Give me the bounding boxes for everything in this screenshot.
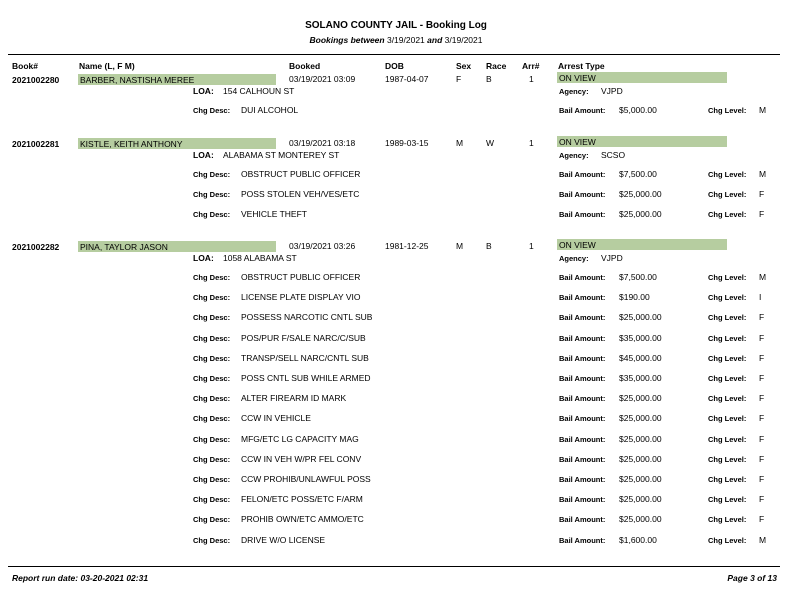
bail-amount-label: Bail Amount:: [559, 334, 606, 343]
bail-amount-label: Bail Amount:: [559, 495, 606, 504]
col-header-dob: DOB: [385, 61, 404, 71]
bail-amount-value: $5,000.00: [619, 105, 657, 115]
chg-desc-value: CCW PROHIB/UNLAWFUL POSS: [241, 474, 371, 484]
chg-level-value: F: [759, 209, 765, 219]
dob: 1987-04-07: [385, 74, 429, 84]
bail-amount-value: $25,000.00: [619, 209, 662, 219]
chg-level-value: F: [759, 353, 765, 363]
bail-amount-value: $25,000.00: [619, 454, 662, 464]
bail-amount-label: Bail Amount:: [559, 170, 606, 179]
bail-amount-label: Bail Amount:: [559, 455, 606, 464]
bail-amount-label: Bail Amount:: [559, 435, 606, 444]
bail-amount-value: $7,500.00: [619, 169, 657, 179]
date-to: 3/19/2021: [444, 35, 483, 45]
inmate-name: BARBER, NASTISHA MEREE: [80, 75, 195, 85]
chg-level-label: Chg Level:: [708, 495, 747, 504]
chg-level-value: M: [759, 105, 767, 115]
agency-label: Agency:: [559, 151, 589, 160]
bail-amount-value: $45,000.00: [619, 353, 662, 363]
sex: F: [456, 74, 462, 84]
arrest-type: ON VIEW: [559, 137, 596, 147]
chg-level-label: Chg Level:: [708, 374, 747, 383]
chg-desc-label: Chg Desc:: [193, 293, 231, 302]
chg-level-label: Chg Level:: [708, 293, 747, 302]
booking-number: 2021002282: [12, 242, 60, 252]
chg-level-value: I: [759, 292, 762, 302]
chg-desc-label: Chg Desc:: [193, 455, 231, 464]
bail-amount-value: $25,000.00: [619, 434, 662, 444]
bail-amount-value: $35,000.00: [619, 373, 662, 383]
subtitle-and: and: [427, 35, 443, 45]
bail-amount-value: $25,000.00: [619, 393, 662, 403]
booked-datetime: 03/19/2021 03:09: [289, 74, 356, 84]
subtitle-prefix: Bookings between: [309, 35, 385, 45]
arrest-number: 1: [529, 138, 534, 148]
chg-desc-value: LICENSE PLATE DISPLAY VIO: [241, 292, 361, 302]
chg-desc-value: VEHICLE THEFT: [241, 209, 307, 219]
page-number: Page 3 of 13: [727, 573, 777, 583]
chg-desc-label: Chg Desc:: [193, 414, 231, 423]
bail-amount-label: Bail Amount:: [559, 106, 606, 115]
bail-amount-value: $35,000.00: [619, 333, 662, 343]
bail-amount-value: $25,000.00: [619, 494, 662, 504]
chg-level-label: Chg Level:: [708, 313, 747, 322]
chg-level-label: Chg Level:: [708, 106, 747, 115]
bail-amount-value: $25,000.00: [619, 474, 662, 484]
arrest-number: 1: [529, 241, 534, 251]
chg-level-value: F: [759, 494, 765, 504]
chg-desc-label: Chg Desc:: [193, 475, 231, 484]
loa-label: LOA:: [193, 150, 214, 160]
race: W: [486, 138, 495, 148]
bail-amount-label: Bail Amount:: [559, 273, 606, 282]
col-header-arr: Arr#: [522, 61, 540, 71]
chg-desc-label: Chg Desc:: [193, 273, 231, 282]
agency-label: Agency:: [559, 254, 589, 263]
chg-desc-value: OBSTRUCT PUBLIC OFFICER: [241, 169, 361, 179]
arrest-type: ON VIEW: [559, 73, 596, 83]
chg-desc-label: Chg Desc:: [193, 374, 231, 383]
chg-desc-label: Chg Desc:: [193, 435, 231, 444]
col-header-book: Book#: [12, 61, 38, 71]
chg-level-label: Chg Level:: [708, 536, 747, 545]
race: B: [486, 241, 492, 251]
chg-desc-value: POSS CNTL SUB WHILE ARMED: [241, 373, 371, 383]
chg-level-value: F: [759, 312, 765, 322]
chg-desc-label: Chg Desc:: [193, 170, 231, 179]
chg-level-label: Chg Level:: [708, 190, 747, 199]
bail-amount-value: $190.00: [619, 292, 650, 302]
chg-level-value: M: [759, 272, 767, 282]
loa-value: 1058 ALABAMA ST: [223, 253, 297, 263]
chg-desc-label: Chg Desc:: [193, 394, 231, 403]
chg-desc-label: Chg Desc:: [193, 536, 231, 545]
chg-level-value: F: [759, 189, 765, 199]
booked-datetime: 03/19/2021 03:26: [289, 241, 356, 251]
chg-level-label: Chg Level:: [708, 515, 747, 524]
report-title: SOLANO COUNTY JAIL - Booking Log: [305, 20, 487, 31]
bail-amount-label: Bail Amount:: [559, 414, 606, 423]
chg-level-value: F: [759, 333, 765, 343]
chg-level-value: F: [759, 474, 765, 484]
date-from: 3/19/2021: [386, 35, 425, 45]
chg-level-value: F: [759, 413, 765, 423]
col-header-race: Race: [486, 61, 507, 71]
chg-desc-value: CCW IN VEHICLE: [241, 413, 311, 423]
loa-label: LOA:: [193, 253, 214, 263]
sex: M: [456, 241, 464, 251]
loa-label: LOA:: [193, 86, 214, 96]
chg-desc-value: DRIVE W/O LICENSE: [241, 535, 326, 545]
chg-desc-value: MFG/ETC LG CAPACITY MAG: [241, 434, 359, 444]
chg-level-value: F: [759, 514, 765, 524]
col-header-sex: Sex: [456, 61, 472, 71]
chg-desc-label: Chg Desc:: [193, 190, 231, 199]
chg-level-value: F: [759, 434, 765, 444]
chg-level-label: Chg Level:: [708, 210, 747, 219]
chg-level-label: Chg Level:: [708, 435, 747, 444]
bail-amount-value: $25,000.00: [619, 189, 662, 199]
loa-value: ALABAMA ST MONTEREY ST: [223, 150, 340, 160]
chg-desc-value: FELON/ETC POSS/ETC F/ARM: [241, 494, 363, 504]
bail-amount-label: Bail Amount:: [559, 210, 606, 219]
chg-level-label: Chg Level:: [708, 354, 747, 363]
bail-amount-label: Bail Amount:: [559, 354, 606, 363]
bail-amount-value: $25,000.00: [619, 514, 662, 524]
agency-value: VJPD: [601, 86, 623, 96]
chg-desc-label: Chg Desc:: [193, 495, 231, 504]
bail-amount-value: $1,600.00: [619, 535, 657, 545]
bail-amount-label: Bail Amount:: [559, 190, 606, 199]
report-run-date: Report run date: 03-20-2021 02:31: [12, 573, 149, 583]
chg-level-value: M: [759, 535, 767, 545]
col-header-name: Name (L, F M): [79, 61, 135, 71]
bail-amount-label: Bail Amount:: [559, 536, 606, 545]
race: B: [486, 74, 492, 84]
chg-desc-value: POSSESS NARCOTIC CNTL SUB: [241, 312, 373, 322]
agency-value: SCSO: [601, 150, 626, 160]
arrest-type: ON VIEW: [559, 240, 596, 250]
chg-desc-label: Chg Desc:: [193, 313, 231, 322]
chg-desc-label: Chg Desc:: [193, 210, 231, 219]
dob: 1989-03-15: [385, 138, 429, 148]
chg-level-label: Chg Level:: [708, 273, 747, 282]
chg-desc-value: PROHIB OWN/ETC AMMO/ETC: [241, 514, 364, 524]
chg-level-label: Chg Level:: [708, 334, 747, 343]
bail-amount-label: Bail Amount:: [559, 374, 606, 383]
footer-rule: [8, 566, 780, 567]
chg-level-value: F: [759, 393, 765, 403]
report-subtitle: [0, 35, 792, 45]
chg-desc-value: DUI ALCOHOL: [241, 105, 299, 115]
booking-number: 2021002281: [12, 139, 60, 149]
loa-value: 154 CALHOUN ST: [223, 86, 295, 96]
chg-desc-value: POSS STOLEN VEH/VES/ETC: [241, 189, 360, 199]
chg-desc-value: OBSTRUCT PUBLIC OFFICER: [241, 272, 361, 282]
chg-desc-value: TRANSP/SELL NARC/CNTL SUB: [241, 353, 369, 363]
chg-desc-label: Chg Desc:: [193, 106, 231, 115]
bail-amount-label: Bail Amount:: [559, 475, 606, 484]
inmate-name: KISTLE, KEITH ANTHONY: [80, 139, 183, 149]
bail-amount-value: $25,000.00: [619, 312, 662, 322]
bail-amount-value: $7,500.00: [619, 272, 657, 282]
chg-level-label: Chg Level:: [708, 170, 747, 179]
col-header-arrest-type: Arrest Type: [558, 61, 605, 71]
bail-amount-label: Bail Amount:: [559, 313, 606, 322]
chg-desc-label: Chg Desc:: [193, 515, 231, 524]
chg-desc-value: POS/PUR F/SALE NARC/C/SUB: [241, 333, 366, 343]
arrest-number: 1: [529, 74, 534, 84]
header-rule: [8, 54, 780, 55]
bail-amount-value: $25,000.00: [619, 413, 662, 423]
chg-level-value: M: [759, 169, 767, 179]
chg-level-label: Chg Level:: [708, 414, 747, 423]
chg-desc-label: Chg Desc:: [193, 334, 231, 343]
chg-desc-value: ALTER FIREARM ID MARK: [241, 393, 347, 403]
booked-datetime: 03/19/2021 03:18: [289, 138, 356, 148]
chg-level-label: Chg Level:: [708, 394, 747, 403]
dob: 1981-12-25: [385, 241, 429, 251]
bail-amount-label: Bail Amount:: [559, 293, 606, 302]
bail-amount-label: Bail Amount:: [559, 394, 606, 403]
bail-amount-label: Bail Amount:: [559, 515, 606, 524]
chg-level-value: F: [759, 454, 765, 464]
agency-value: VJPD: [601, 253, 623, 263]
col-header-booked: Booked: [289, 61, 321, 71]
chg-level-value: F: [759, 373, 765, 383]
chg-desc-label: Chg Desc:: [193, 354, 231, 363]
inmate-name: PINA, TAYLOR JASON: [80, 242, 168, 252]
chg-level-label: Chg Level:: [708, 475, 747, 484]
sex: M: [456, 138, 464, 148]
agency-label: Agency:: [559, 87, 589, 96]
booking-number: 2021002280: [12, 75, 60, 85]
chg-level-label: Chg Level:: [708, 455, 747, 464]
chg-desc-value: CCW IN VEH W/PR FEL CONV: [241, 454, 362, 464]
